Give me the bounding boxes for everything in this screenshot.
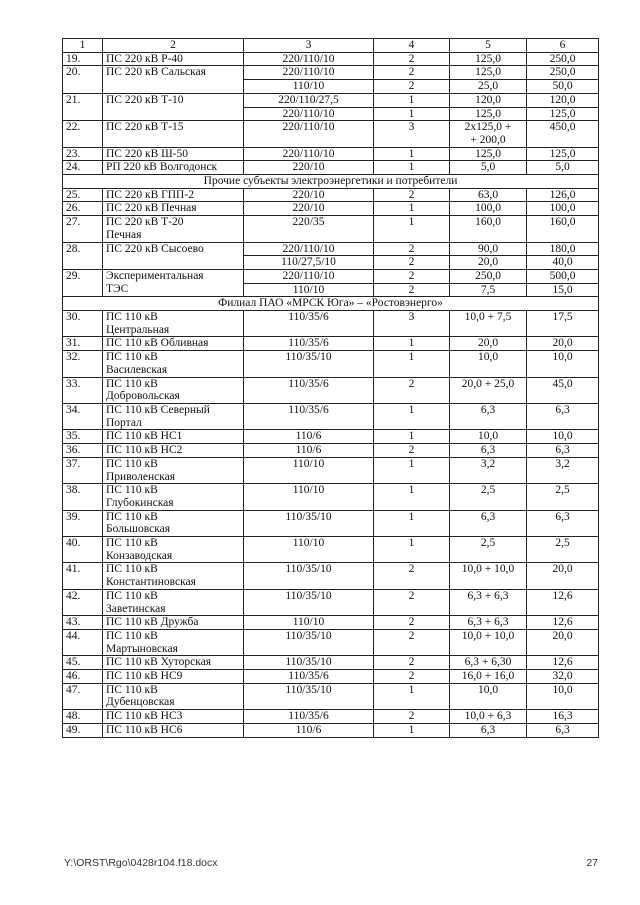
table-cell: 110/35/6 (244, 337, 374, 351)
table-cell: 110/10 (244, 80, 374, 94)
table-row (63, 188, 599, 202)
table-cell: 22. (63, 121, 103, 147)
header-cell-4: 4 (374, 39, 450, 53)
table-cell: 12,6 (527, 656, 599, 670)
table-cell: 19. (63, 52, 103, 66)
table-row (63, 589, 599, 615)
table-cell: 110/35/10 (244, 656, 374, 670)
table-cell: ПС 220 кВ Сысоево (103, 242, 244, 269)
table-cell: 26. (63, 202, 103, 216)
table-cell: 110/35/10 (244, 683, 374, 709)
table-cell: 110/35/10 (244, 563, 374, 589)
cell-line: Приволенская (106, 470, 176, 483)
table-cell: ПС 220 кВ ГПП-2 (103, 188, 244, 202)
table-row (63, 52, 599, 66)
table-row (63, 457, 599, 483)
table-cell: 220/110/10 (244, 269, 374, 283)
section-title: Филиал ПАО «МРСК Юга» – «Ростовэнерго» (63, 297, 599, 311)
table-row (63, 403, 599, 429)
table-cell: 6,3 (450, 403, 527, 429)
table-cell: 2 (374, 670, 450, 684)
table-cell (103, 216, 244, 242)
table-row (63, 563, 599, 589)
table-cell: 110/10 (244, 457, 374, 483)
table-cell: ПС 110 кВ Обливная (103, 337, 244, 351)
table-cell: 46. (63, 670, 103, 684)
table-cell: 49. (63, 723, 103, 737)
table-cell: 12,6 (527, 589, 599, 615)
table-cell: 20,0 (450, 337, 527, 351)
table-cell: ПС 110 кВ НС1 (103, 430, 244, 444)
table-cell (103, 351, 244, 377)
table-cell: 10,0 + 7,5 (450, 311, 527, 337)
table-cell: 24. (63, 161, 103, 175)
table-cell: 20,0 (527, 563, 599, 589)
footer-file-path: Y:\ORST\Rgo\0428r104.f18.docx (64, 857, 218, 869)
table-cell: 110/35/10 (244, 629, 374, 655)
table-row (63, 147, 599, 161)
table-cell: 6,3 (527, 403, 599, 429)
table-cell: 6,3 (450, 510, 527, 536)
header-cell-2: 2 (103, 39, 244, 53)
table-cell: 2 (374, 616, 450, 630)
cell-line: ПС 110 кВ (106, 629, 158, 642)
table-cell: 23. (63, 147, 103, 161)
table-cell: 110/35/10 (244, 510, 374, 536)
table-cell: 16,3 (527, 710, 599, 724)
table-cell: ПС 220 кВ Т-10 (103, 93, 244, 120)
table-cell: 10,0 (527, 683, 599, 709)
table-cell: 6,3 + 6,30 (450, 656, 527, 670)
table-cell: 5,0 (527, 161, 599, 175)
table-cell: 32. (63, 351, 103, 377)
cell-line: Центральная (106, 323, 170, 336)
table-cell (103, 510, 244, 536)
table-cell: 110/10 (244, 616, 374, 630)
table-row (63, 537, 599, 563)
table-cell: 2,5 (527, 537, 599, 563)
cell-line: Добровольская (106, 390, 180, 403)
table-row (63, 683, 599, 709)
table-cell: 2,5 (450, 537, 527, 563)
table-cell: 110/35/6 (244, 311, 374, 337)
table-cell: 110/35/6 (244, 377, 374, 403)
table-cell: 50,0 (527, 80, 599, 94)
table-cell: 2 (374, 656, 450, 670)
table-cell: 10,0 (527, 430, 599, 444)
table-cell: 110/35/6 (244, 670, 374, 684)
table-row (63, 216, 599, 242)
table-cell: 160,0 (527, 216, 599, 242)
table-cell: 40. (63, 537, 103, 563)
table-cell: 20,0 + 25,0 (450, 377, 527, 403)
table-cell: 1 (374, 351, 450, 377)
table-cell: 500,0 (527, 269, 599, 283)
table-cell: 43. (63, 616, 103, 630)
table-cell: 2 (374, 629, 450, 655)
table-cell: ПС 220 кВ Печная (103, 202, 244, 216)
cell-line: ПС 110 кВ (106, 311, 158, 324)
table-cell: 180,0 (527, 242, 599, 256)
table-cell: 2 (374, 283, 450, 297)
table-cell: 1 (374, 216, 450, 242)
cell-line: 2х125,0 + (464, 121, 512, 134)
header-cell-1: 1 (63, 39, 103, 53)
table-cell: 120,0 (527, 93, 599, 107)
table-cell: 2 (374, 52, 450, 66)
table-cell: 90,0 (450, 242, 527, 256)
table-cell: 21. (63, 93, 103, 120)
cell-line: + 200,0 (470, 133, 506, 146)
table-cell: 6,3 (450, 444, 527, 458)
table-cell (103, 377, 244, 403)
table-cell: 10,0 + 10,0 (450, 563, 527, 589)
table-cell: 125,0 (527, 107, 599, 121)
table-cell: 6,3 + 6,3 (450, 616, 527, 630)
table-cell: 1 (374, 510, 450, 536)
table-cell: 47. (63, 683, 103, 709)
table-cell: 100,0 (450, 202, 527, 216)
table-row (63, 484, 599, 510)
table-cell: 125,0 (450, 52, 527, 66)
table-cell: ПС 220 кВ Т-15 (103, 121, 244, 147)
table-cell (103, 311, 244, 337)
table-cell: 38. (63, 484, 103, 510)
table-cell: 45. (63, 656, 103, 670)
table-cell: 6,3 (527, 510, 599, 536)
cell-line: Портал (106, 416, 142, 429)
table-cell: 6,3 (450, 723, 527, 737)
table-row (63, 710, 599, 724)
table-row (63, 337, 599, 351)
table-row (63, 161, 599, 175)
table-cell: 42. (63, 589, 103, 615)
table-cell (103, 589, 244, 615)
table-cell: 15,0 (527, 283, 599, 297)
table-cell: 2 (374, 589, 450, 615)
table-cell: РП 220 кВ Волгодонск (103, 161, 244, 175)
table-cell: 29. (63, 269, 103, 296)
table-cell (103, 629, 244, 655)
table-cell: 110/10 (244, 283, 374, 297)
table-row (63, 351, 599, 377)
table-cell: 1 (374, 337, 450, 351)
table-cell: 31. (63, 337, 103, 351)
cell-line: ПС 110 кВ (106, 484, 158, 497)
table-cell: 10,0 (450, 683, 527, 709)
table-cell: 2 (374, 710, 450, 724)
table-row (63, 656, 599, 670)
table-cell: 450,0 (527, 121, 599, 147)
table-cell: 250,0 (450, 269, 527, 283)
table-cell (103, 403, 244, 429)
table-cell: 126,0 (527, 188, 599, 202)
table-cell: ПС 220 кВ Ш-50 (103, 147, 244, 161)
table-row (63, 377, 599, 403)
cell-line: ПС 110 кВ Северный (106, 403, 210, 416)
table-cell: 125,0 (450, 147, 527, 161)
cell-line: ПС 110 кВ (106, 351, 158, 364)
header-cell-6: 6 (527, 39, 599, 53)
table-row (63, 121, 599, 147)
section-title: Прочие субъекты электроэнергетики и потребители (63, 175, 599, 189)
table-cell (103, 457, 244, 483)
table-cell: 37. (63, 457, 103, 483)
table-row (63, 670, 599, 684)
table-row (63, 510, 599, 536)
table-cell: 250,0 (527, 66, 599, 80)
table-cell: 220/110/10 (244, 242, 374, 256)
table-cell: 220/10 (244, 202, 374, 216)
cell-line: ПС 110 кВ (106, 377, 158, 390)
table-cell: 110/6 (244, 444, 374, 458)
table-cell: 20,0 (527, 629, 599, 655)
table-cell: 40,0 (527, 256, 599, 270)
table-cell: 1 (374, 723, 450, 737)
table-cell: ПС 110 кВ НС2 (103, 444, 244, 458)
cell-line: Печная (106, 228, 142, 241)
cell-line: Заветинская (106, 602, 166, 615)
table-cell: 28. (63, 242, 103, 269)
table-row (63, 444, 599, 458)
table-cell: 1 (374, 484, 450, 510)
table-cell: 110/35/10 (244, 351, 374, 377)
table-cell: 36. (63, 444, 103, 458)
table-cell: 6,3 (527, 723, 599, 737)
table-cell: 2,5 (527, 484, 599, 510)
table-cell (103, 269, 244, 296)
table-cell: 220/10 (244, 161, 374, 175)
cell-line: Василевская (106, 363, 168, 376)
table-cell: 2 (374, 269, 450, 283)
table-row (63, 93, 599, 107)
table-cell: 1 (374, 403, 450, 429)
table-cell: 1 (374, 683, 450, 709)
table-cell: 16,0 + 16,0 (450, 670, 527, 684)
table-cell: 10,0 (527, 351, 599, 377)
cell-line: ПС 110 кВ (106, 683, 158, 696)
footer-page-number: 27 (586, 857, 598, 869)
table-cell: 2 (374, 256, 450, 270)
table-cell (103, 537, 244, 563)
table-cell: 220/110/10 (244, 121, 374, 147)
header-cell-5: 5 (450, 39, 527, 53)
cell-line: Дубенцовская (106, 696, 175, 709)
table-cell: 25,0 (450, 80, 527, 94)
table-cell: 63,0 (450, 188, 527, 202)
table-cell: 120,0 (450, 93, 527, 107)
table-cell: 17,5 (527, 311, 599, 337)
table-cell: 1 (374, 537, 450, 563)
table-row (63, 430, 599, 444)
cell-line: ПС 110 кВ (106, 589, 158, 602)
table-cell: 30. (63, 311, 103, 337)
table-cell: 3,2 (527, 457, 599, 483)
table-cell: 44. (63, 629, 103, 655)
table-cell (103, 683, 244, 709)
cell-line: ПС 110 кВ (106, 537, 158, 550)
table-cell: 1 (374, 202, 450, 216)
table-row (63, 629, 599, 655)
table-cell: 125,0 (527, 147, 599, 161)
table-cell: 35. (63, 430, 103, 444)
table-cell: 1 (374, 430, 450, 444)
table-cell: 220/110/10 (244, 107, 374, 121)
table-cell: 2 (374, 563, 450, 589)
table-cell: 34. (63, 403, 103, 429)
table-cell: 220/35 (244, 216, 374, 242)
table-cell: 10,0 (450, 351, 527, 377)
table-cell: 220/110/10 (244, 66, 374, 80)
table-cell: 160,0 (450, 216, 527, 242)
table-cell: 20. (63, 66, 103, 93)
table-cell: 2 (374, 377, 450, 403)
table-cell: 25. (63, 188, 103, 202)
table-cell: 2 (374, 444, 450, 458)
table-cell: 220/110/27,5 (244, 93, 374, 107)
table-cell: 39. (63, 510, 103, 536)
section-header-row (63, 175, 599, 189)
table-cell: 1 (374, 161, 450, 175)
table-cell: 110/6 (244, 723, 374, 737)
table-cell: ПС 110 кВ НС6 (103, 723, 244, 737)
table-cell: 1 (374, 93, 450, 107)
table-cell: 45,0 (527, 377, 599, 403)
table-cell: 110/10 (244, 537, 374, 563)
table-cell: 12,6 (527, 616, 599, 630)
table-cell: 2,5 (450, 484, 527, 510)
table-cell: 10,0 + 10,0 (450, 629, 527, 655)
table-cell (103, 563, 244, 589)
table-cell: 100,0 (527, 202, 599, 216)
table-cell: 7,5 (450, 283, 527, 297)
table-header-row (63, 39, 599, 53)
table-cell: 48. (63, 710, 103, 724)
table-cell: 2 (374, 188, 450, 202)
cell-line: ТЭС (106, 282, 129, 295)
table-body (63, 52, 599, 737)
table-cell: 32,0 (527, 670, 599, 684)
table-cell: 3 (374, 311, 450, 337)
table-cell: 27. (63, 216, 103, 242)
table-row (63, 202, 599, 216)
table-cell: 110/10 (244, 484, 374, 510)
cell-line: Экспериментальная (106, 269, 204, 282)
table-cell: ПС 110 кВ НС3 (103, 710, 244, 724)
table-row (63, 616, 599, 630)
table-cell: 110/35/6 (244, 710, 374, 724)
cell-line: Конзаводская (106, 549, 173, 562)
table-cell: ПС 110 кВ Хуторская (103, 656, 244, 670)
table-cell: 10,0 + 6,3 (450, 710, 527, 724)
table-cell: 33. (63, 377, 103, 403)
table-cell: 125,0 (450, 66, 527, 80)
table-cell: 10,0 (450, 430, 527, 444)
table-cell: ПС 220 кВ Сальская (103, 66, 244, 93)
cell-line: ПС 110 кВ (106, 563, 158, 576)
table-row (63, 242, 599, 256)
table-cell: 125,0 (450, 107, 527, 121)
table-cell (450, 121, 527, 147)
cell-line: ПС 220 кВ Т-20 (106, 216, 184, 229)
table-cell: 5,0 (450, 161, 527, 175)
table-row (63, 723, 599, 737)
table-row (63, 269, 599, 283)
table-cell: 20,0 (450, 256, 527, 270)
table-cell: ПС 110 кВ Дружба (103, 616, 244, 630)
cell-line: Большовская (106, 523, 171, 536)
table-cell: 20,0 (527, 337, 599, 351)
table-cell: 3,2 (450, 457, 527, 483)
table-cell: 2 (374, 80, 450, 94)
table-cell: 1 (374, 457, 450, 483)
table-cell: 1 (374, 107, 450, 121)
substation-table (62, 38, 599, 738)
table-cell: 6,3 + 6,3 (450, 589, 527, 615)
cell-line: Глубокинская (106, 496, 174, 509)
table-cell: 110/35/10 (244, 589, 374, 615)
cell-line: Константиновская (106, 576, 196, 589)
table-cell: 1 (374, 147, 450, 161)
cell-line: ПС 110 кВ (106, 457, 158, 470)
table-cell: 6,3 (527, 444, 599, 458)
section-header-row (63, 297, 599, 311)
table-cell: 220/110/10 (244, 147, 374, 161)
table-cell: 110/27,5/10 (244, 256, 374, 270)
table-cell: 110/35/6 (244, 403, 374, 429)
table-row (63, 66, 599, 80)
table-cell: ПС 220 кВ Р-40 (103, 52, 244, 66)
table-cell: 220/10 (244, 188, 374, 202)
table-cell: 250,0 (527, 52, 599, 66)
table-cell: 3 (374, 121, 450, 147)
table-cell (103, 484, 244, 510)
table-row (63, 311, 599, 337)
header-cell-3: 3 (244, 39, 374, 53)
table-cell: 41. (63, 563, 103, 589)
table-cell: 2 (374, 66, 450, 80)
table-cell: 2 (374, 242, 450, 256)
table-cell: 110/6 (244, 430, 374, 444)
table-cell: 220/110/10 (244, 52, 374, 66)
table-cell: ПС 110 кВ НС9 (103, 670, 244, 684)
cell-line: ПС 110 кВ (106, 510, 158, 523)
cell-line: Мартыновская (106, 642, 178, 655)
